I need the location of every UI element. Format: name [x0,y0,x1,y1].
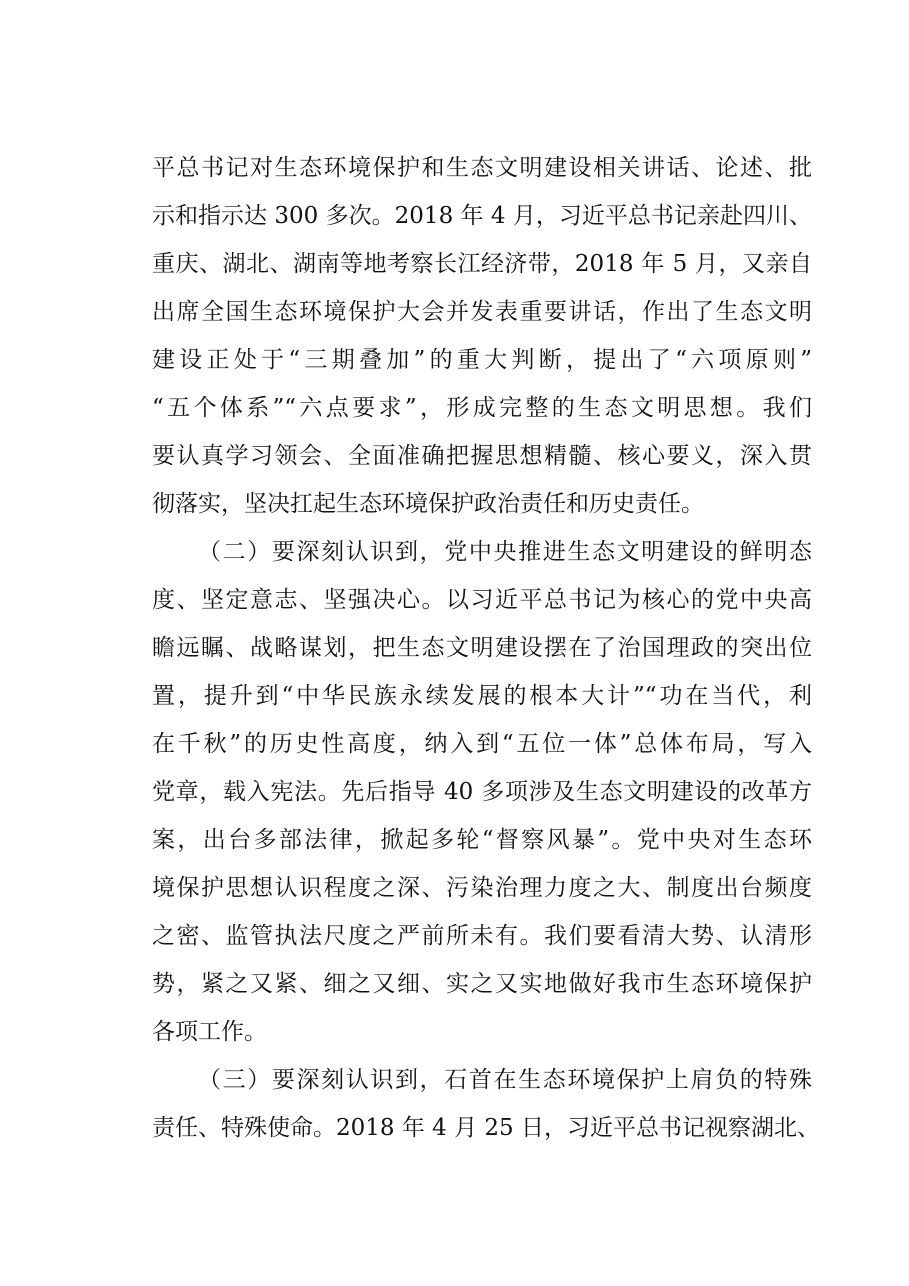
text-line: 置，提升到“中华民族永续发展的根本大计”“功在当代，利 [152,683,812,709]
text-line: 各项工作。 [152,1019,267,1045]
text-line: 要认真学习领会、全面准确把握思想精髓、核心要义，深入贯 [152,443,812,469]
text-line: 建设正处于“三期叠加”的重大判断，提出了“六项原则” [152,347,812,373]
text-line: 在千秋”的历史性高度，纳入到“五位一体”总体布局，写入 [152,731,812,757]
paragraph-heading-line: （二）要深刻认识到，党中央推进生态文明建设的鲜明态 [198,539,812,565]
text-line: 平总书记对生态环境保护和生态文明建设相关讲话、论述、批 [152,155,812,181]
text-line: 之密、监管执法尺度之严前所未有。我们要看清大势、认清形 [152,923,812,949]
text-line: 度、坚定意志、坚强决心。以习近平总书记为核心的党中央高 [152,587,812,613]
text-line: 势，紧之又紧、细之又细、实之又实地做好我市生态环境保护 [152,971,812,997]
text-line: “五个体系”“六点要求”，形成完整的生态文明思想。我们 [152,395,812,421]
text-line: 出席全国生态环境保护大会并发表重要讲话，作出了生态文明 [152,299,812,325]
text-line: 彻落实，坚决扛起生态环境保护政治责任和历史责任。 [152,491,704,517]
text-line: 境保护思想认识程度之深、污染治理力度之大、制度出台频度 [152,875,812,901]
text-line: 示和指示达 300 多次。2018 年 4 月，习近平总书记亲赴四川、 [152,203,812,229]
text-line: 党章，载入宪法。先后指导 40 多项涉及生态文明建设的改革方 [152,779,812,805]
text-line: 瞻远瞩、战略谋划，把生态文明建设摆在了治国理政的突出位 [152,635,812,661]
text-line: 责任、特殊使命。2018 年 4 月 25 日，习近平总书记视察湖北、 [152,1115,820,1141]
text-line: 案，出台多部法律，掀起多轮“督察风暴”。党中央对生态环 [152,827,812,853]
text-line: 重庆、湖北、湖南等地考察长江经济带，2018 年 5 月，又亲自 [152,251,812,277]
paragraph-heading-line: （三）要深刻认识到，石首在生态环境保护上肩负的特殊 [198,1067,812,1093]
